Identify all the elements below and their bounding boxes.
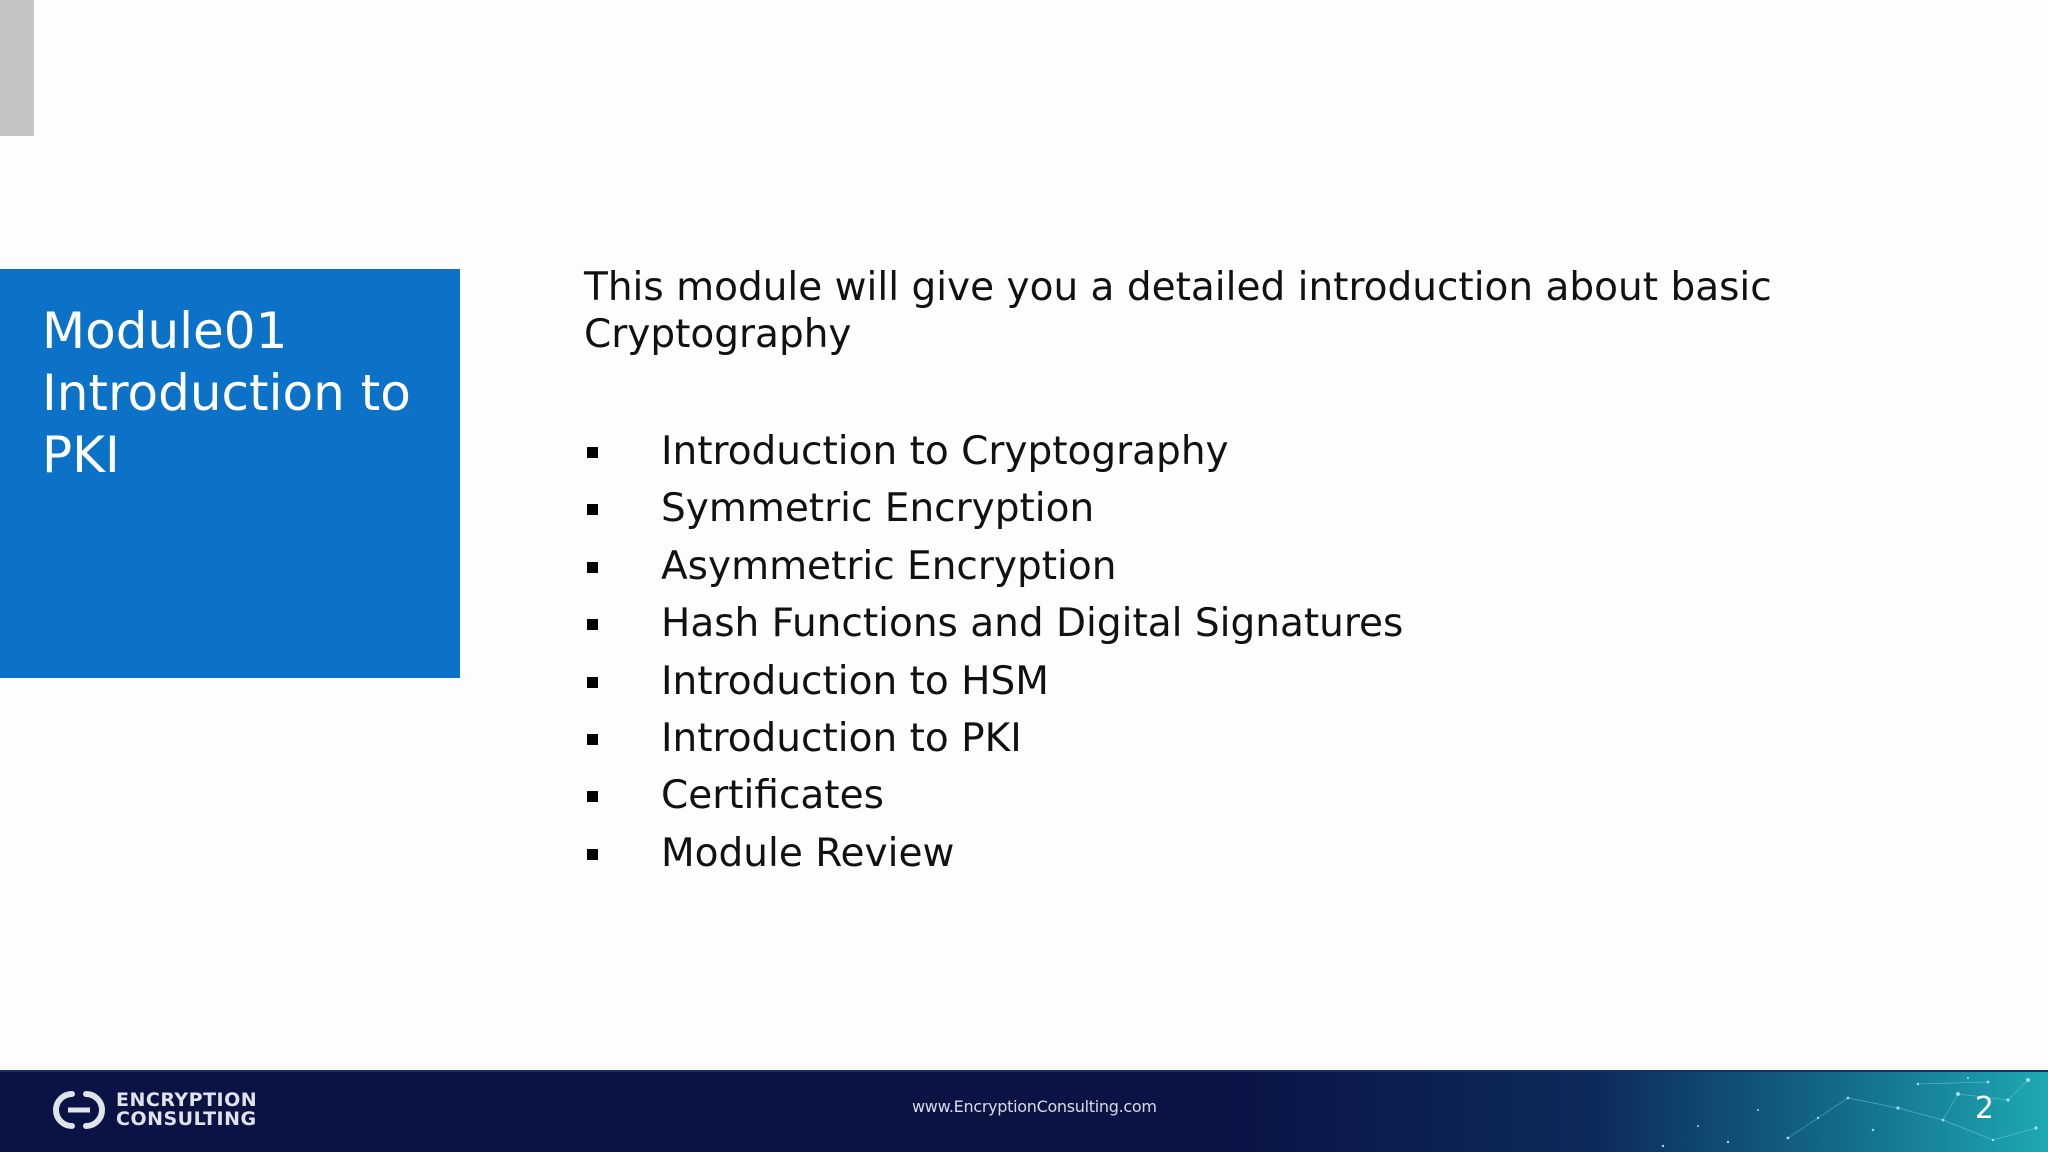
square-bullet-icon [587, 447, 598, 458]
square-bullet-icon [587, 791, 598, 802]
corner-tab [0, 0, 34, 136]
topic-label: Module Review [661, 830, 955, 876]
list-item [584, 825, 1403, 882]
page-number: 2 [1974, 1091, 1994, 1126]
slide-title [42, 300, 452, 486]
list-item [584, 653, 1403, 710]
square-bullet-icon [587, 849, 598, 860]
footer-bar [0, 1070, 2048, 1152]
logo-line-2: CONSULTING [116, 1108, 257, 1130]
square-bullet-icon [587, 734, 598, 745]
list-item [584, 480, 1403, 537]
square-bullet-icon [587, 504, 598, 515]
list-item [584, 710, 1403, 767]
topic-label: Introduction to Cryptography [661, 429, 1229, 474]
topic-label: Introduction to PKI [661, 715, 1022, 761]
list-item [584, 767, 1403, 824]
title-line-3: PKI [42, 426, 120, 484]
topic-label: Hash Functions and Digital Signatures [661, 601, 1404, 647]
footer-url[interactable]: www.EncryptionConsulting.com [912, 1097, 1157, 1116]
topic-label: Symmetric Encryption [661, 486, 1095, 532]
network-pattern-decoration [1488, 1070, 2048, 1152]
list-item [584, 423, 1403, 480]
list-item [584, 595, 1403, 652]
topic-label: Certificates [661, 773, 884, 819]
logo-wordmark [116, 1091, 257, 1129]
intro-text: This module will give you a detailed introduction about basic Cryptography [584, 265, 1772, 357]
encryption-consulting-logo-icon [48, 1088, 110, 1132]
topic-label: Asymmetric Encryption [661, 543, 1117, 589]
title-line-2: Introduction to [42, 364, 411, 422]
logo-line-1: ENCRYPTION [116, 1089, 258, 1111]
company-logo [48, 1088, 257, 1132]
square-bullet-icon [587, 677, 598, 688]
square-bullet-icon [587, 619, 598, 630]
list-item [584, 538, 1403, 595]
square-bullet-icon [587, 562, 598, 573]
title-line-1: Module01 [42, 302, 288, 360]
topic-label: Introduction to HSM [661, 658, 1049, 704]
topic-list [584, 423, 1403, 882]
